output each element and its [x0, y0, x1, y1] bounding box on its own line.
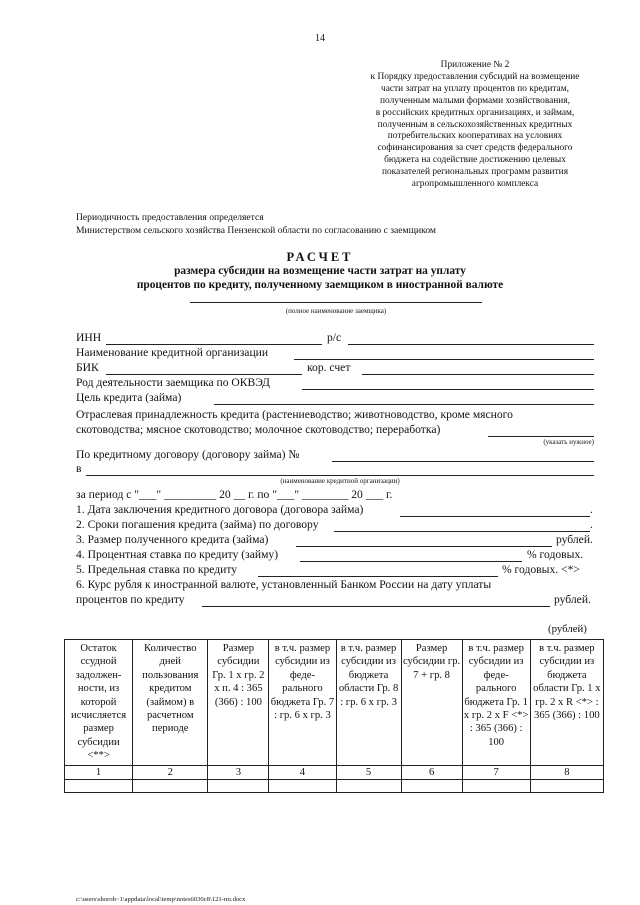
okved-field[interactable] [302, 389, 594, 390]
period-line: за период с "___" _________ 20 __ г. по "___" ________ 20 ___ г. [76, 488, 393, 501]
table-cell[interactable] [65, 779, 133, 792]
header-cell: Количество дней пользования кредитом (займом) в расчетном периоде [133, 640, 208, 766]
appendix-line: в российских кредитных организациях, и займам, [375, 107, 575, 118]
item-5-end: % годовых. <*> [502, 563, 580, 576]
table-cell[interactable] [462, 779, 530, 792]
item-3-end: рублей. [556, 533, 593, 546]
column-number: 5 [336, 765, 401, 779]
table-header-row [65, 640, 604, 766]
appendix-line: бюджета на содействие достижению целевых [384, 155, 566, 166]
item-6-field[interactable] [202, 606, 550, 607]
item-2-label: 2. Сроки погашения кредита (займа) по договору [76, 518, 319, 531]
appendix-line: полученным в сельскохозяйственных кредитных [377, 119, 573, 130]
column-number: 8 [530, 765, 603, 779]
bik-label: БИК [76, 361, 99, 374]
periodicity-note [76, 212, 436, 237]
borrower-caption: (полное наименование заемщика) [285, 307, 387, 315]
rs-field[interactable] [348, 344, 594, 345]
column-number: 3 [208, 765, 269, 779]
item-3-field[interactable] [296, 546, 552, 547]
sector-line: скотоводства; мясное скотоводство; молочное скотоводство; переработка) [76, 423, 441, 436]
header-cell: в т.ч. размер субсидии из бюджета области Гр. 8 : гр. 6 x гр. 3 [336, 640, 401, 766]
item-2-end: . [590, 518, 593, 531]
header-cell: Размер субсидии гр. 7 + гр. 8 [401, 640, 462, 766]
sector-caption: (указать нужное) [543, 438, 594, 446]
purpose-label: Цель кредита (займа) [76, 391, 182, 404]
appendix-line: софинансирования за счет средств федерального [377, 143, 573, 154]
item-6-label: процентов по кредиту [76, 593, 185, 606]
appendix-line: части затрат на уплату процентов по кредитам, [381, 83, 569, 94]
unit-note: (рублей) [548, 623, 587, 635]
appendix-line: показателей региональных программ развития [381, 167, 569, 178]
bank-name-label: Наименование кредитной организации [76, 346, 269, 359]
item-1-field[interactable] [400, 516, 590, 517]
item-6-line: 6. Курс рубля к иностранной валюте, установленный Банком России на дату уплаты [76, 578, 492, 591]
item-4-label: 4. Процентная ставка по кредиту (займу) [76, 548, 279, 561]
table-row [65, 779, 604, 792]
column-number: 7 [462, 765, 530, 779]
borrower-name-field[interactable] [190, 302, 482, 303]
header-cell: в т.ч. размер субсидии из феде-рального бюджета Гр. 1 x гр. 2 x F <*> : 365 (366) : 100 [462, 640, 530, 766]
table-cell[interactable] [269, 779, 336, 792]
org-caption: (наименование кредитной организации) [280, 477, 400, 485]
header-cell: Размер субсидии Гр. 1 x гр. 2 x п. 4 : 365 (366) : 100 [208, 640, 269, 766]
item-4-end: % годовых. [527, 548, 584, 561]
periodicity-line: Периодичность предоставления определяется [76, 212, 264, 223]
appendix-line: потребительских кооперативах на условиях [387, 131, 563, 142]
sector-line: Отраслевая принадлежность кредита (растениеводство; животноводство, кроме мясного [76, 408, 513, 421]
inn-label: ИНН [76, 331, 102, 344]
in-label: в [76, 462, 82, 475]
header-cell: Остаток ссудной задолжен-ности, из которой исчисляется размер субсидии <**> [65, 640, 133, 766]
table-cell[interactable] [336, 779, 401, 792]
bik-field[interactable] [106, 374, 302, 375]
table-cell[interactable] [133, 779, 208, 792]
column-number: 6 [401, 765, 462, 779]
footer-file-path: c:\users\shoroh~1\appdata\local\temp\notes6030c8\121-пп.docx [76, 896, 246, 903]
item-2-field[interactable] [334, 531, 590, 532]
column-number: 2 [133, 765, 208, 779]
header-cell: в т.ч. размер субсидии из бюджета области Гр. 1 x гр. 2 x R <*> : 365 (366) : 100 [530, 640, 603, 766]
document-subtitle [0, 264, 640, 292]
calculation-table [64, 639, 604, 793]
contract-number-field[interactable] [332, 461, 594, 462]
bank-name-field[interactable] [294, 359, 594, 360]
inn-field[interactable] [106, 344, 322, 345]
item-6-end: рублей. [554, 593, 591, 606]
item-3-label: 3. Размер полученного кредита (займа) [76, 533, 269, 546]
item-1-end: . [590, 503, 593, 516]
item-4-field[interactable] [300, 561, 522, 562]
table-number-row [65, 765, 604, 779]
header-cell: в т.ч. размер субсидии из феде-рального бюджета Гр. 7 : гр. 6 x гр. 3 [269, 640, 336, 766]
appendix-block [330, 60, 620, 191]
table-cell[interactable] [208, 779, 269, 792]
appendix-line: агропромышленного комплекса [411, 179, 539, 190]
column-number: 4 [269, 765, 336, 779]
contract-label: По кредитному договору (договору займа) № [76, 448, 300, 461]
table-cell[interactable] [530, 779, 603, 792]
rs-label: р/с [327, 331, 342, 344]
page-number: 14 [315, 33, 325, 44]
appendix-line: к Порядку предоставления субсидий на возмещение [370, 71, 580, 82]
item-1-label: 1. Дата заключения кредитного договора (договора займа) [76, 503, 364, 516]
bank-org-field[interactable] [86, 475, 594, 476]
item-5-field[interactable] [258, 576, 498, 577]
item-5-label: 5. Предельная ставка по кредиту [76, 563, 238, 576]
subtitle-line: процентов по кредиту, полученному заемщиком в иностранной валюте [136, 279, 504, 292]
kor-label: кор. счет [307, 361, 351, 374]
periodicity-line: Министерством сельского хозяйства Пензенской области по согласованию с заемщиком [76, 224, 437, 236]
appendix-line: Приложение № 2 [440, 60, 510, 70]
column-number: 1 [65, 765, 133, 779]
kor-field[interactable] [362, 374, 594, 375]
appendix-line: полученным малыми формами хозяйствования, [380, 95, 570, 106]
purpose-field[interactable] [214, 404, 594, 405]
document-title: РАСЧЕТ [286, 250, 354, 264]
okved-label: Род деятельности заемщика по ОКВЭД [76, 376, 270, 389]
subtitle-line: размера субсидии на возмещение части затрат на уплату [174, 265, 466, 277]
sector-field[interactable] [488, 436, 594, 437]
table-cell[interactable] [401, 779, 462, 792]
